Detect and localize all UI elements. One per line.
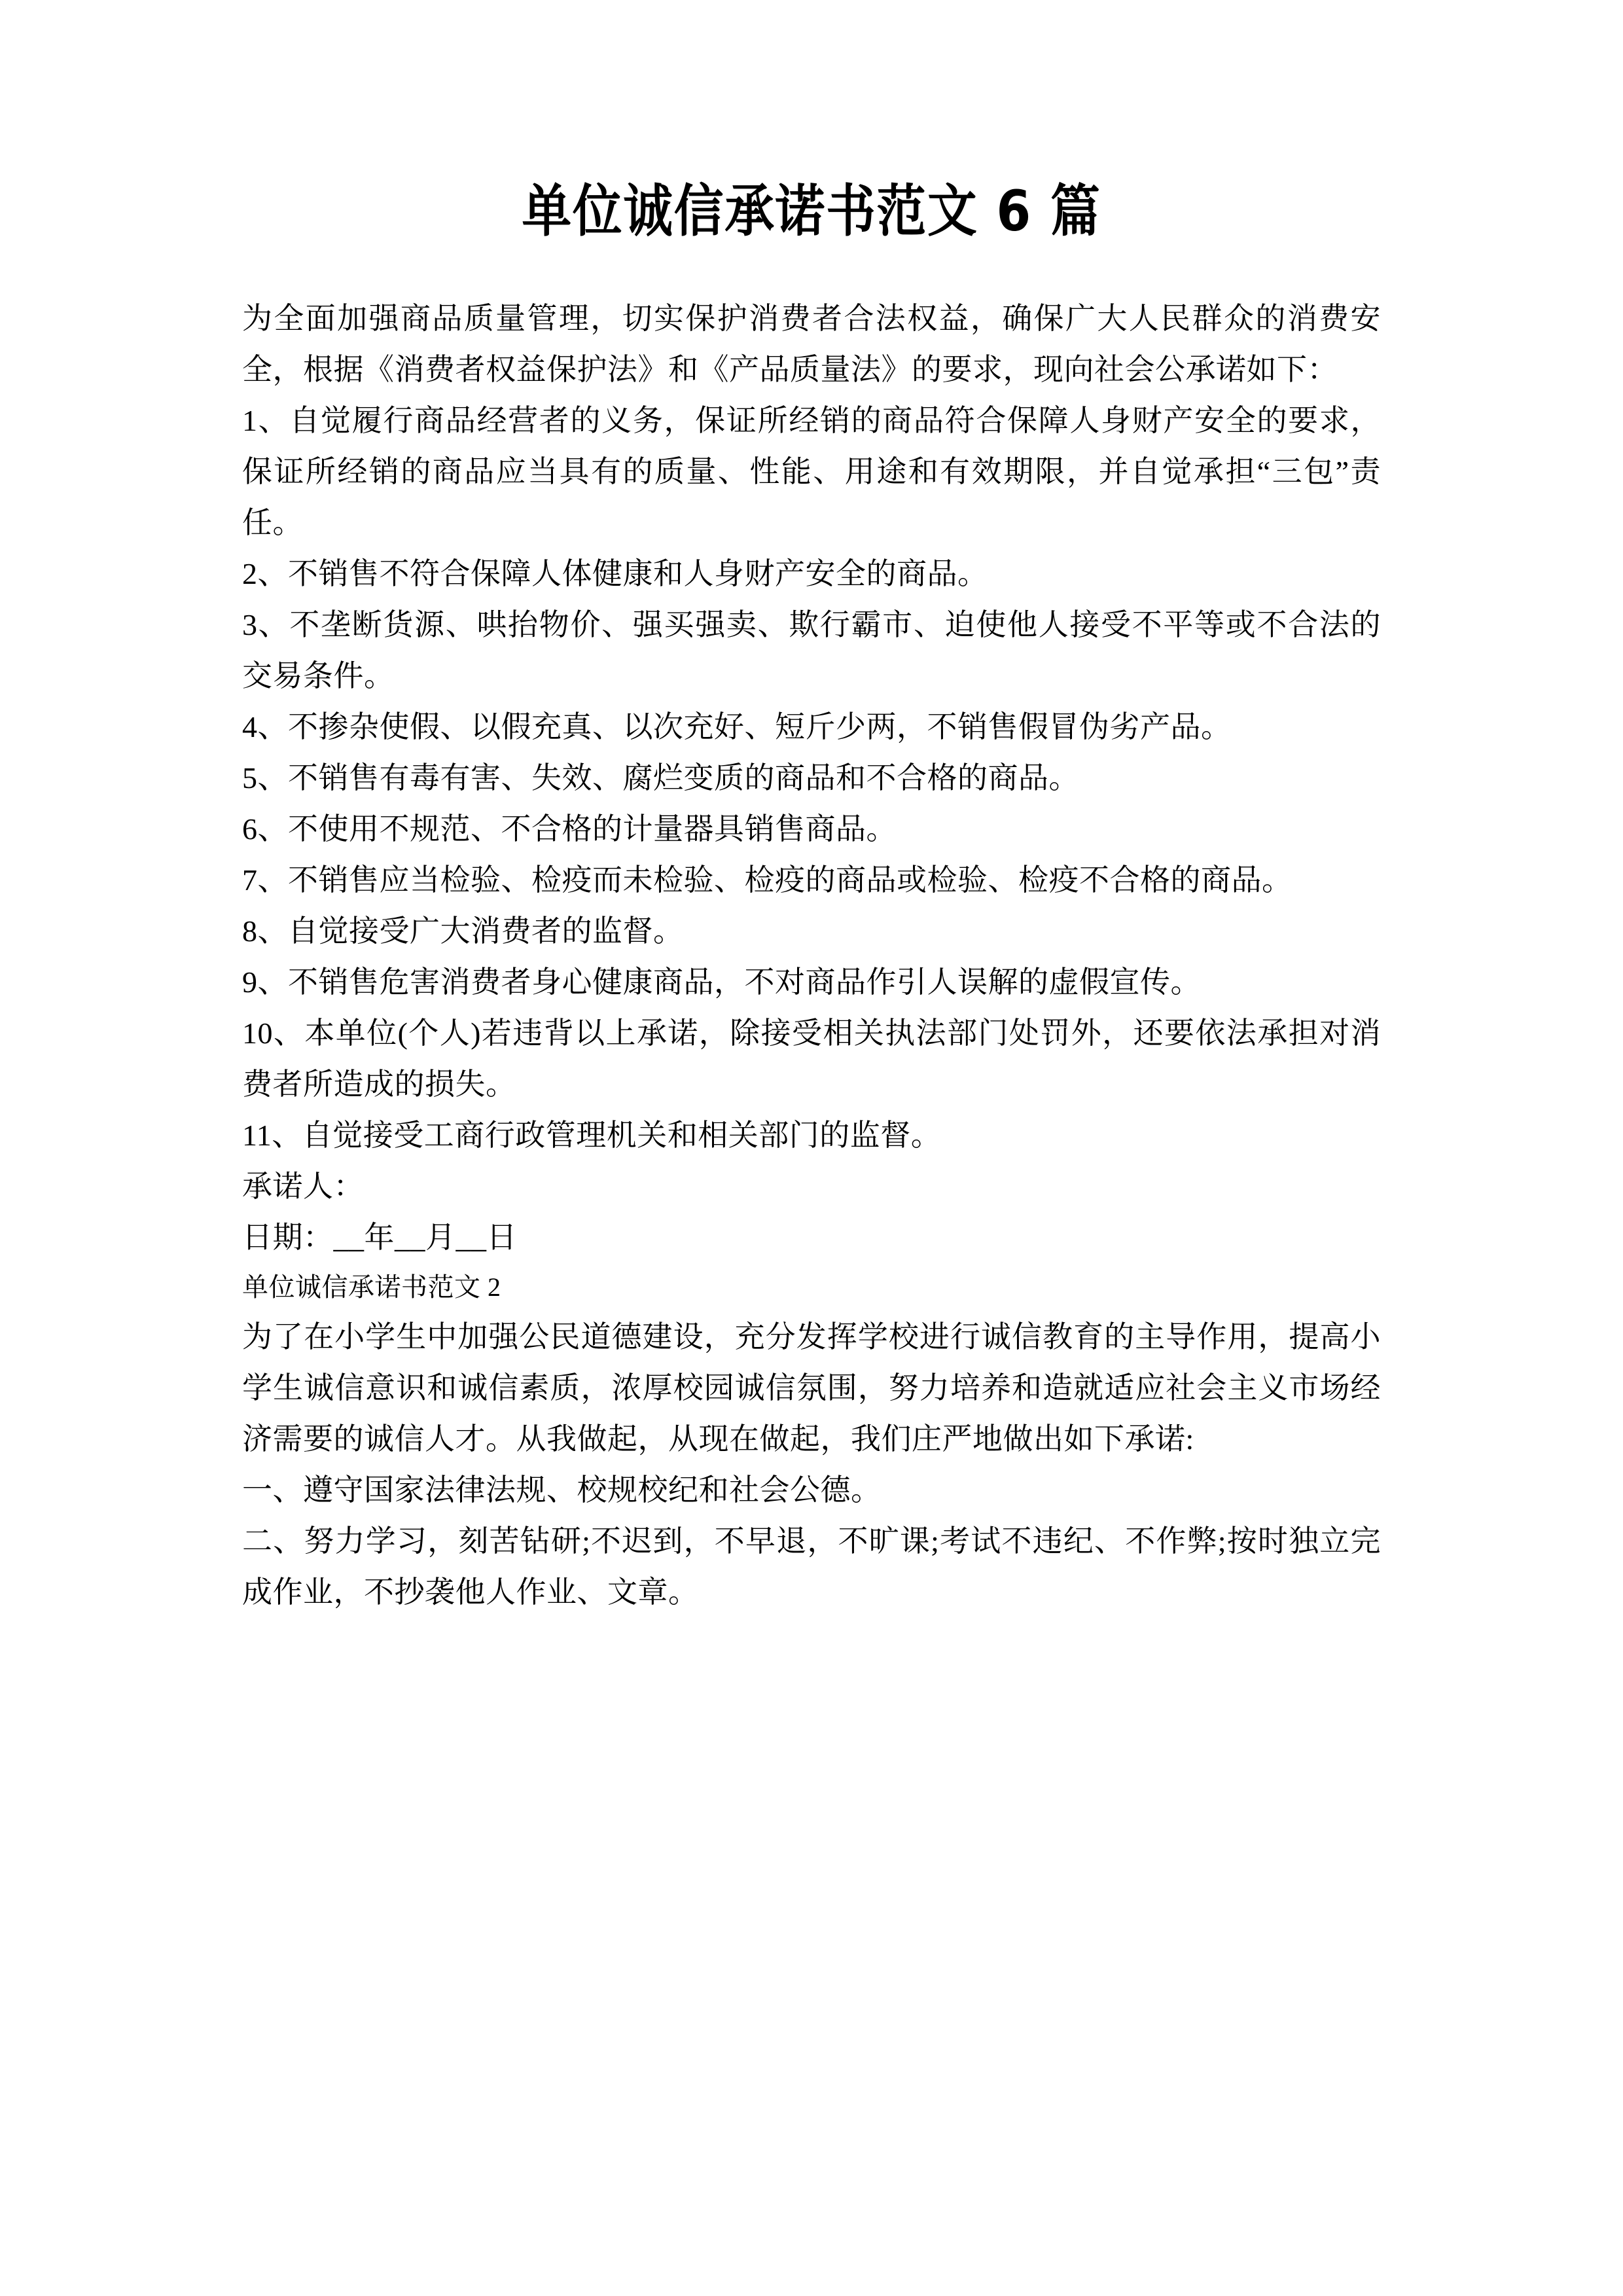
list-item-4: 4、不掺杂使假、以假充真、以次充好、短斤少两，不销售假冒伪劣产品。 [242, 709, 1232, 744]
section-2-list-item-1: 一、遵守国家法律法规、校规校纪和社会公德。 [242, 1473, 882, 1507]
list-item-9: 9、不销售危害消费者身心健康商品，不对商品作引人误解的虚假宣传。 [242, 965, 1201, 999]
section-heading-2: 单位诚信承诺书范文 2 [242, 1272, 501, 1302]
section-2-intro-paragraph: 为了在小学生中加强公民道德建设，充分发挥学校进行诚信教育的主导作用，提高小学生诚信意识和诚信素质，浓厚校园诚信氛围，努力培养和造就适应社会主义市场经济需要的诚信人才。从我做起，从现在做起，我们庄严地做出如下承诺: [242, 1319, 1381, 1456]
list-item-10: 10、本单位(个人)若违背以上承诺，除接受相关执法部门处罚外，还要依法承担对消费者所造成的损失。 [242, 1016, 1381, 1101]
list-item-1: 1、自觉履行商品经营者的义务，保证所经销的商品符合保障人身财产安全的要求，保证所经销的商品应当具有的质量、性能、用途和有效期限，并自觉承担“三包”责任。 [242, 403, 1381, 539]
section-2-list-item-2: 二、努力学习，刻苦钻研;不迟到，不早退，不旷课;考试不违纪、不作弊;按时独立完成作业，不抄袭他人作业、文章。 [242, 1524, 1381, 1609]
list-item-3: 3、不垄断货源、哄抬物价、强买强卖、欺行霸市、迫使他人接受不平等或不合法的交易条件。 [242, 607, 1381, 692]
list-item-2: 2、不销售不符合保障人体健康和人身财产安全的商品。 [242, 556, 988, 590]
list-item-6: 6、不使用不规范、不合格的计量器具销售商品。 [242, 812, 897, 846]
paragraph-intro: 为全面加强商品质量管理，切实保护消费者合法权益，确保广大人民群众的消费安全，根据《消费者权益保护法》和《产品质量法》的要求，现向社会公承诺如下： [242, 301, 1381, 386]
page-title: 单位诚信承诺书范文 6 篇 [522, 179, 1101, 244]
list-item-7: 7、不销售应当检验、检疫而未检验、检疫的商品或检验、检疫不合格的商品。 [242, 863, 1293, 897]
document-content [242, 0, 1381, 1618]
list-item-8: 8、自觉接受广大消费者的监督。 [242, 914, 684, 948]
date-label: 日期：__年__月__日 [242, 1220, 517, 1254]
list-item-11: 11、自觉接受工商行政管理机关和相关部门的监督。 [242, 1118, 942, 1152]
signer-label: 承诺人： [242, 1169, 364, 1203]
document-body [242, 293, 1381, 1618]
list-item-5: 5、不销售有毒有害、失效、腐烂变质的商品和不合格的商品。 [242, 761, 1079, 795]
